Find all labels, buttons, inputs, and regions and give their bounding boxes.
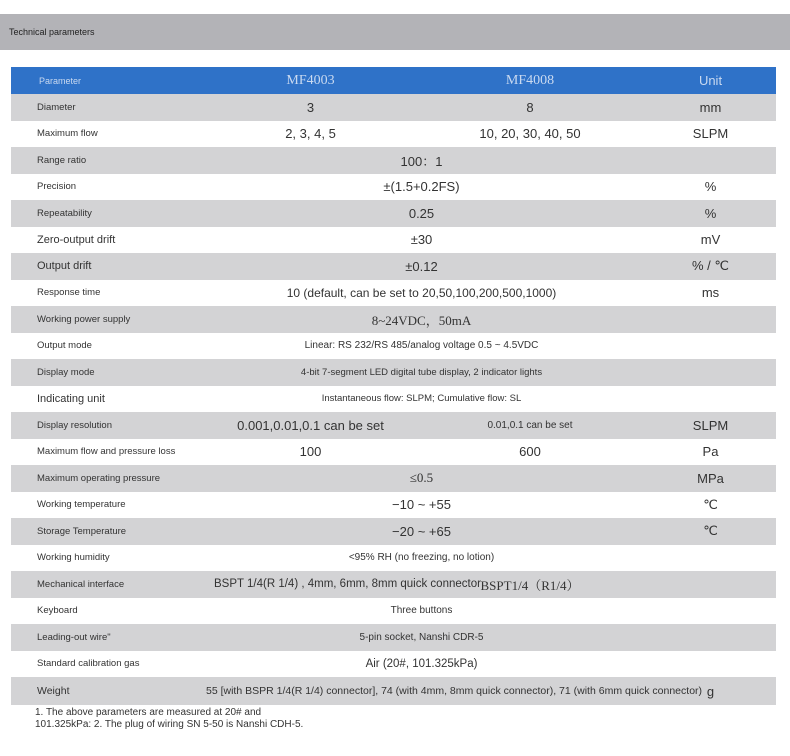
- table-header: [11, 67, 776, 94]
- row-unit: %: [704, 205, 717, 221]
- value-span: 55 [with BSPR 1/4(R 1/4) connector], 74 (with 4mm, 8mm quick connector), 71 (with 6mm quick connector): [206, 685, 703, 697]
- row-unit: mV: [700, 232, 721, 248]
- value-span: 10 (default, can be set to 20,50,100,200,500,1000): [286, 285, 557, 300]
- value-span: 100：1: [400, 153, 443, 169]
- row-label: Maximum flow: [37, 128, 98, 140]
- section-title-bar: [0, 14, 790, 50]
- table-row: [11, 465, 776, 492]
- value-a: 0.001,0.01,0.1 can be set: [237, 417, 384, 433]
- row-label: Working humidity: [37, 552, 110, 564]
- value-span: Linear: RS 232/RS 485/analog voltage 0.5 ~ 4.5VDC: [304, 340, 539, 352]
- table-row: [11, 651, 776, 678]
- value-b: 600: [519, 444, 541, 460]
- value-b: 10, 20, 30, 40, 50: [479, 126, 581, 142]
- value-span: ±30: [410, 232, 433, 248]
- table-row: [11, 227, 776, 254]
- header-model-b: MF4008: [505, 72, 555, 88]
- table-row: [11, 306, 776, 333]
- value-a: 100: [299, 444, 322, 460]
- value-span: Instantaneous flow: SLPM; Cumulative flow: SL: [321, 393, 522, 405]
- value-span: ±0.12: [405, 258, 438, 274]
- value-span: ≤0.5: [409, 470, 434, 486]
- value-a: BSPT 1/4(R 1/4) , 4mm, 6mm, 8mm quick connector: [214, 578, 481, 591]
- value-span: Three buttons: [390, 605, 453, 617]
- row-unit: %: [704, 179, 717, 195]
- row-label: Leading-out wire": [37, 631, 111, 643]
- table-row: [11, 94, 776, 121]
- table-row: [11, 359, 776, 386]
- row-label: Display mode: [37, 366, 95, 378]
- table-row: [11, 598, 776, 625]
- row-label: Range ratio: [37, 154, 87, 166]
- row-label: Standard calibration gas: [37, 658, 140, 670]
- row-unit: MPa: [697, 470, 724, 486]
- header-unit: Unit: [698, 73, 723, 88]
- row-label: Output drift: [37, 260, 92, 273]
- value-span: −10 ~ +55: [392, 497, 451, 513]
- page-title: Technical parameters: [9, 27, 95, 37]
- row-unit: Pa: [702, 444, 719, 460]
- table-row: [11, 518, 776, 545]
- value-span: <95% RH (no freezing, no lotion): [348, 552, 495, 564]
- row-unit: SLPM: [692, 126, 729, 142]
- row-unit: SLPM: [692, 417, 729, 433]
- header-parameter: Parameter: [39, 75, 82, 86]
- row-label: Indicating unit: [37, 392, 105, 405]
- table-row: [11, 147, 776, 174]
- table-row: [11, 677, 776, 705]
- value-b: 0.01,0.1 can be set: [487, 419, 573, 431]
- table-row: [11, 412, 776, 439]
- table-row: [11, 571, 776, 598]
- value-span: 4-bit 7-segment LED digital tube display, 2 indicator lights: [300, 366, 543, 378]
- table-row: [11, 333, 776, 360]
- row-unit: mm: [699, 99, 722, 115]
- table-row: [11, 174, 776, 201]
- row-unit: ℃: [703, 496, 718, 512]
- row-label: Maximum flow and pressure loss: [37, 446, 176, 458]
- row-label: Mechanical interface: [37, 578, 125, 590]
- row-label: Working temperature: [37, 499, 126, 511]
- table-row: [11, 386, 776, 413]
- parameters-table: [11, 67, 776, 705]
- row-label: Response time: [37, 287, 101, 299]
- table-row: [11, 121, 776, 148]
- row-unit: g: [706, 683, 715, 699]
- row-label: Output mode: [37, 340, 92, 352]
- table-row: [11, 624, 776, 651]
- row-label: Display resolution: [37, 419, 112, 431]
- footnote: 1. The above parameters are measured at 20# and 101.325kPa: 2. The plug of wiring SN 5-50 is Nanshi CDH-5.: [35, 707, 304, 730]
- value-span: 0.25: [408, 205, 435, 221]
- row-label: Zero-output drift: [37, 233, 116, 246]
- row-label: Precision: [37, 181, 77, 193]
- value-a: 2, 3, 4, 5: [285, 126, 336, 142]
- row-label: Repeatability: [37, 207, 92, 219]
- value-span: −20 ~ +65: [392, 523, 451, 539]
- table-row: [11, 253, 776, 280]
- value-span: Air (20#, 101.325kPa): [365, 657, 478, 670]
- table-row: [11, 439, 776, 466]
- table-row: [11, 545, 776, 572]
- row-unit: % / ℃: [692, 258, 729, 274]
- row-label: Weight: [37, 685, 70, 697]
- value-span: ±(1.5+0.2FS): [383, 179, 460, 195]
- value-b: BSPT1/4（R1/4）: [480, 577, 580, 593]
- value-a: 3: [306, 99, 315, 115]
- row-label: Maximum operating pressure: [37, 472, 161, 484]
- row-label: Working power supply: [37, 313, 131, 325]
- row-label: Diameter: [37, 101, 76, 113]
- value-span: 8~24VDC，50mA: [371, 312, 472, 328]
- value-span: 5-pin socket, Nanshi CDR-5: [359, 631, 484, 643]
- row-label: Keyboard: [37, 605, 78, 617]
- row-unit: ms: [701, 285, 720, 301]
- value-b: 8: [526, 99, 534, 115]
- table-row: [11, 200, 776, 227]
- table-row: [11, 280, 776, 307]
- row-unit: ℃: [703, 523, 718, 539]
- row-label: Storage Temperature: [37, 525, 127, 537]
- table-row: [11, 492, 776, 519]
- header-model-a: MF4003: [286, 72, 335, 88]
